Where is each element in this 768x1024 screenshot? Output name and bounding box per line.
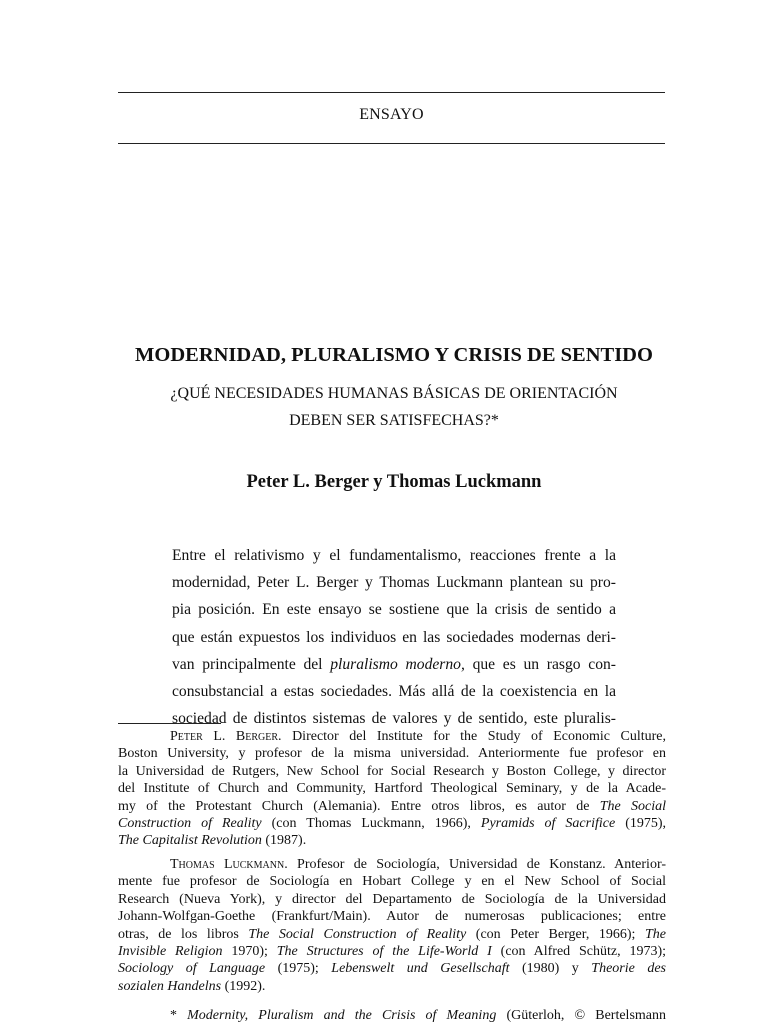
article-subtitle-line-2: DEBEN SER SATISFECHAS?* (289, 412, 499, 429)
footnote-text: * (170, 1008, 188, 1023)
footnote-line (118, 798, 666, 815)
footnote-text: 1970); (222, 943, 277, 959)
book-title: Modernity, Pluralism and the Crisis of Meaning (187, 1008, 497, 1023)
footnote-line: del Institute of Church and Community, Hartford Theological Seminary, y de la Acade- (118, 781, 666, 797)
footnote-author-name: Peter L. Berger (170, 729, 279, 744)
book-title: sozialen Handelns (118, 978, 222, 994)
footnote-author-name: Thomas Luckmann (170, 857, 285, 872)
book-title: Pyramids of Sacrifice (480, 815, 616, 831)
footnote-line: Johann-Wolfgan-Goethe (Frankfurt/Main). Autor de numerosas publicaciones; entre (118, 909, 666, 925)
footnote-line: la Universidad de Rutgers, New School for Social Research y Boston College, y director (118, 763, 666, 779)
footnote-text: (1975); (265, 961, 332, 977)
footnote-line (118, 943, 666, 960)
book-title: The Capitalist Revolution (118, 833, 262, 849)
footnote-line (118, 815, 666, 832)
abstract-text: que es un rasgo con- (464, 655, 616, 673)
book-title: Sociology of Language (118, 961, 266, 977)
header-bottom-rule (118, 143, 665, 144)
footnote-text: (1992). (221, 978, 266, 994)
footnote-line: Research (Nueva York), y director del Departamento de Sociología de la Universidad (118, 891, 666, 907)
article-authors: Peter L. Berger y Thomas Luckmann (246, 472, 542, 492)
abstract-line: modernidad, Peter L. Berger y Thomas Luckmann plantean su pro- (172, 574, 616, 592)
footnote-line: Boston University, y profesor de la misma universidad. Anteriormente fue profesor en (118, 746, 666, 762)
book-title: Theorie des (591, 961, 667, 977)
abstract-line: consubstancial a estas sociedades. Más allá de la coexistencia en la (172, 682, 616, 700)
footnote-text: (Güterloh, © Bertelsmann (496, 1008, 667, 1023)
section-label: ENSAYO (359, 106, 424, 123)
footnote-line (118, 1007, 666, 1024)
abstract-line (172, 651, 616, 678)
header-top-rule (118, 92, 665, 93)
footnote-luckmann (118, 856, 666, 995)
footnote-text: . Profesor de Sociología, Universidad de Konstanz. Anterior- (284, 857, 666, 872)
book-title: Construction of Reality (118, 815, 262, 831)
book-title: The Social Construction of Reality (248, 926, 467, 942)
abstract-line: que están expuestos los individuos en las sociedades modernas deri- (172, 628, 616, 646)
footnote-line (118, 960, 666, 977)
footnote-text: (1980) y (509, 961, 592, 977)
abstract (172, 542, 616, 732)
footnote-text: otras, de los libros (118, 926, 249, 942)
footnote-asterisk (118, 1007, 666, 1024)
article-title: MODERNIDAD, PLURALISMO Y CRISIS DE SENTIDO (135, 344, 653, 366)
footnote-line (118, 856, 666, 873)
abstract-line: sociedad de distintos sistemas de valores y de sentido, este pluralis- (172, 710, 616, 728)
footnote-line (118, 926, 666, 943)
footnote-text: (con Peter Berger, 1966); (466, 926, 645, 942)
footnote-text: (con Thomas Luckmann, 1966), (261, 815, 481, 831)
abstract-emphasis: pluralismo moderno, (330, 655, 465, 673)
book-title: The Structures of the Life-World I (276, 943, 492, 959)
footnote-separator (118, 723, 221, 724)
abstract-text: van principalmente del (172, 655, 331, 673)
footnote-berger (118, 728, 666, 850)
book-title: Lebenswelt und Gesellschaft (331, 961, 510, 977)
footnote-line (118, 978, 666, 995)
footnote-text: (con Alfred Schütz, 1973); (491, 943, 667, 959)
footnote-text: my of the Protestant Church (Alemania). Entre otros libros, es autor de (118, 798, 600, 814)
book-title: The Social (599, 798, 666, 814)
abstract-line: Entre el relativismo y el fundamentalismo, reacciones frente a la (172, 547, 616, 564)
footnote-line (118, 728, 666, 745)
footnote-text: (1975), (615, 815, 667, 831)
footnote-line: mente fue profesor de Sociología en Hobart College y en el New School of Social (118, 874, 666, 890)
footnote-text: (1987). (261, 833, 307, 849)
footnote-text: . Director del Institute for the Study of Economic Culture, (278, 729, 666, 744)
footnote-line (118, 832, 666, 849)
book-title: Invisible Religion (118, 943, 223, 959)
abstract-line: pia posición. En este ensayo se sostiene que la crisis de sentido a (172, 601, 616, 619)
article-subtitle-line-1: ¿QUÉ NECESIDADES HUMANAS BÁSICAS DE ORIENTACIÓN (170, 385, 618, 402)
book-title: The (645, 926, 666, 942)
